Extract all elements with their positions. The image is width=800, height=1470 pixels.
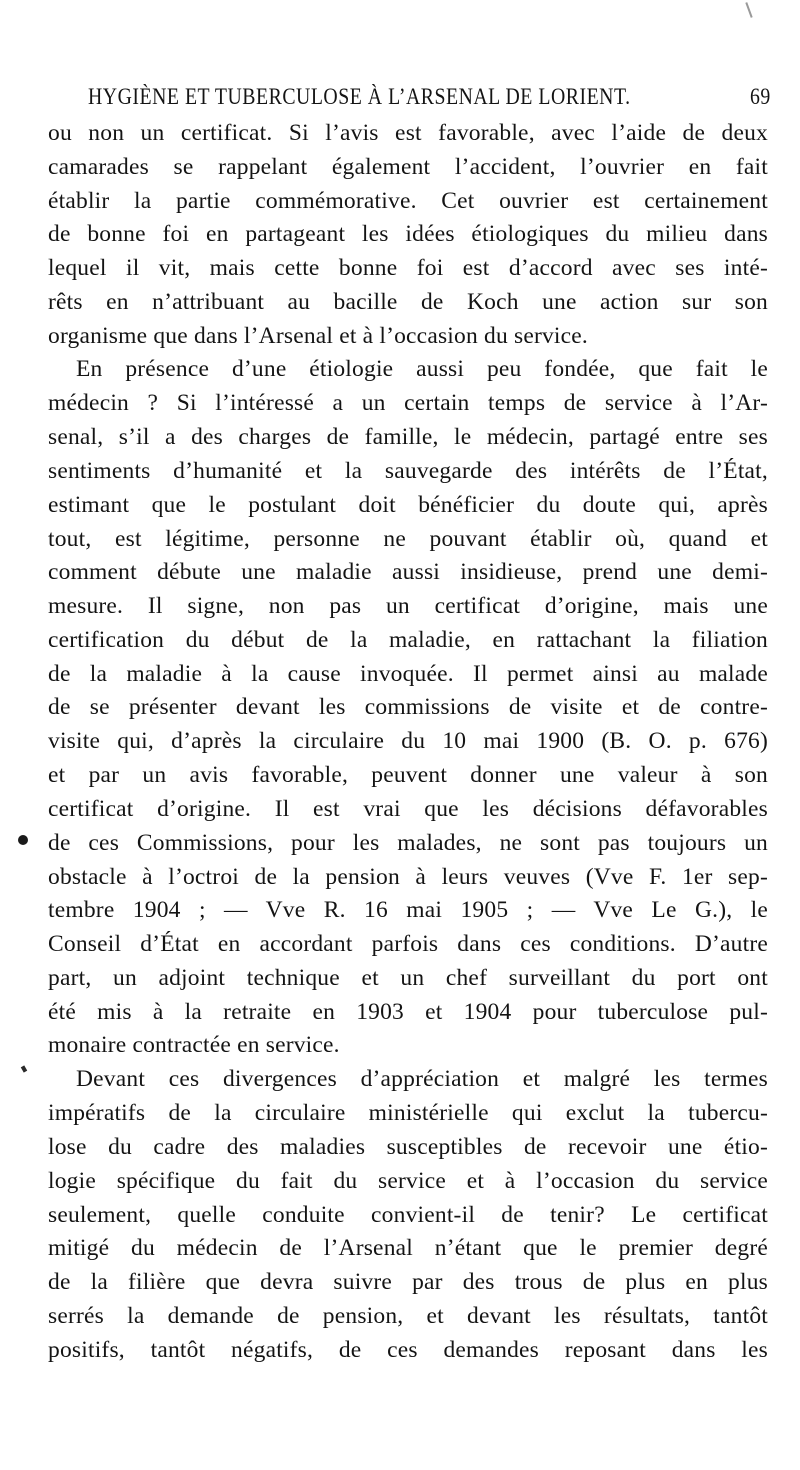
body-text [48,116,768,1366]
text-line: positifs, tantôt négatifs, de ces demandes reposant dans les [48,1336,768,1363]
page-number: 69 [750,84,771,109]
text-line: certification du début de la maladie, en rattachant la filiation [48,626,768,653]
text-line: de bonne foi en partageant les idées étiologiques du milieu dans [48,221,768,248]
text-line: rêts en n’attribuant au bacille de Koch une action sur son [48,288,768,315]
text-line: part, un adjoint technique et un chef surveillant du port ont [48,964,768,991]
text-line: Devant ces divergences d’appréciation et malgré les termes [76,1066,768,1093]
text-line: été mis à la retraite en 1903 et 1904 pour tuberculose pul- [48,998,768,1025]
text-line: lose du cadre des maladies susceptibles de recevoir une étio- [48,1133,768,1160]
text-line: et par un avis favorable, peuvent donner une valeur à son [48,761,768,788]
text-line: senal, s’il a des charges de famille, le médecin, partagé entre ses [48,423,768,450]
text-line: de la filière que devra suivre par des trous de plus en plus [48,1269,768,1296]
text-line: serrés la demande de pension, et devant les résultats, tantôt [48,1302,768,1329]
text-line: médecin ? Si l’intéressé a un certain temps de service à l’Ar- [48,390,768,417]
text-line: de la maladie à la cause invoquée. Il permet ainsi au malade [48,660,768,687]
running-head-title: HYGIÈNE ET TUBERCULOSE À L’ARSENAL DE LORIENT. [88,84,631,109]
text-line: estimant que le postulant doit bénéficier du doute qui, après [48,491,768,518]
text-line: visite qui, d’après la circulaire du 10 mai 1900 (B. O. p. 676) [48,728,768,755]
text-line: logie spécifique du fait du service et à l’occasion du service [48,1167,768,1194]
text-line: de ces Commissions, pour les malades, ne sont pas toujours un [48,829,768,856]
text-line: mitigé du médecin de l’Arsenal n’étant que le premier degré [48,1235,768,1262]
text-line: certificat d’origine. Il est vrai que les décisions défavorables [48,795,768,822]
text-line: lequel il vit, mais cette bonne foi est d’accord avec ses inté- [48,255,768,282]
text-line: obstacle à l’octroi de la pension à leurs veuves (Vve F. 1er sep- [48,863,768,890]
text-line: organisme que dans l’Arsenal et à l’occasion du service. [48,322,588,349]
text-line: tembre 1904 ; — Vve R. 16 mai 1905 ; — Vve Le G.), le [48,897,768,924]
text-line: Conseil d’État en accordant parfois dans ces conditions. D’autre [48,931,768,958]
text-line: seulement, quelle conduite convient-il de tenir? Le certificat [48,1201,768,1228]
text-line: camarades se rappelant également l’accident, l’ouvrier en fait [48,153,768,180]
margin-mark [21,1065,27,1072]
text-line: établir la partie commémorative. Cet ouvrier est certainement [48,187,768,214]
text-line: tout, est légitime, personne ne pouvant établir où, quand et [48,525,768,552]
text-line: monaire contractée en service. [48,1032,340,1059]
margin-bullet [18,835,28,845]
text-line: ou non un certificat. Si l’avis est favorable, avec l’aide de deux [48,120,768,146]
running-head [88,84,771,112]
text-line: mesure. Il signe, non pas un certificat d’origine, mais une [48,593,768,620]
text-line: impératifs de la circulaire ministérielle qui exclut la tubercu- [48,1099,768,1126]
text-line: de se présenter devant les commissions de visite et de contre- [48,694,768,721]
text-line: sentiments d’humanité et la sauvegarde des intérêts de l’État, [48,457,768,484]
scan-mark [745,2,752,18]
text-line: comment débute une maladie aussi insidieuse, prend une demi- [48,559,768,586]
text-line: En présence d’une étiologie aussi peu fondée, que fait le [76,356,768,383]
